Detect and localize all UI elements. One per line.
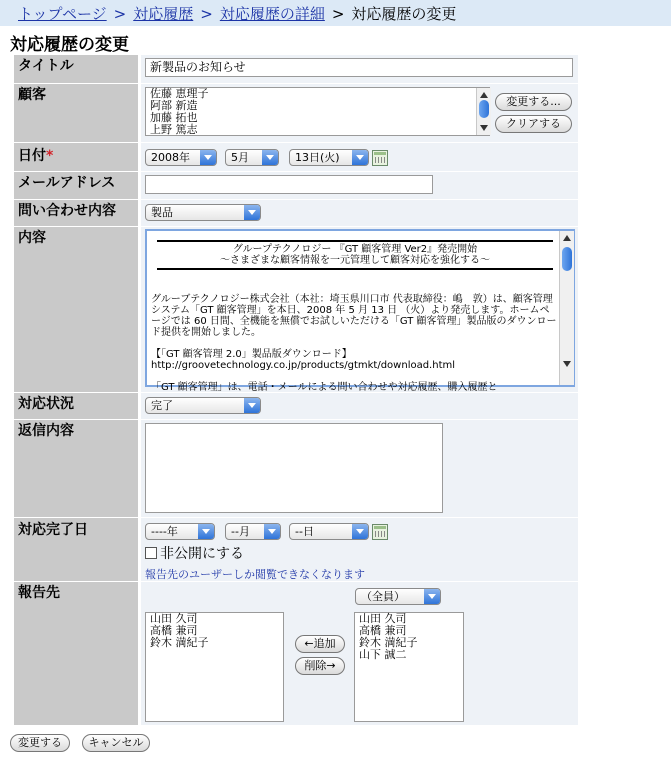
divider <box>157 240 553 242</box>
status-value: 完了 <box>151 399 173 412</box>
content-scrollbar[interactable] <box>559 231 574 385</box>
required-mark: * <box>46 148 54 164</box>
breadcrumb-separator: > <box>331 5 345 23</box>
date-month-select[interactable] <box>225 149 279 166</box>
customer-scrollbar[interactable] <box>476 88 491 135</box>
list-item[interactable]: 佐藤 恵理子 <box>150 87 209 100</box>
scroll-thumb[interactable] <box>479 100 489 118</box>
list-item[interactable]: 山下 誠二 <box>359 648 407 661</box>
scroll-up-icon[interactable] <box>480 92 488 98</box>
complete-year-value: ----年 <box>151 525 178 538</box>
content-heading: グループテクノロジー 『GT 顧客管理 Ver2』発売開始 <box>232 244 478 255</box>
email-input[interactable] <box>145 175 433 194</box>
chevron-down-icon <box>262 150 278 165</box>
spacer <box>151 272 559 294</box>
complete-month-select[interactable] <box>225 523 281 540</box>
content-paragraph: 【「GT 顧客管理 2.0」製品版ダウンロード】 <box>151 349 352 360</box>
report-filter-select[interactable] <box>355 588 441 605</box>
scroll-down-icon[interactable] <box>480 125 488 131</box>
title-label: タイトル <box>14 55 138 83</box>
page-title: 対応履歴の変更 <box>10 35 129 55</box>
report-selected-list[interactable] <box>145 612 284 722</box>
list-item[interactable]: 高橋 兼司 <box>150 624 198 637</box>
customer-list[interactable] <box>145 87 490 136</box>
date-day-select[interactable] <box>289 149 369 166</box>
content-body <box>151 235 559 393</box>
list-item[interactable]: 山田 久司 <box>359 612 407 625</box>
scroll-thumb[interactable] <box>562 247 572 271</box>
title-input[interactable]: 新製品のお知らせ <box>145 58 573 77</box>
complete-day-value: --日 <box>295 525 314 538</box>
date-day-value: 13日(火) <box>295 151 340 164</box>
content-paragraph: グルーブテクノロジー株式会社（本社：埼玉県川口市 代表取締役：嶋 敦）は、顧客管理システム「GT 顧客管理」を本日、2008 年 5 月 13 日 （火）より発売します。ホームページでは 60 日間、全機能を無償でお試しいただける「GT 顧客管理」製品版のダウンロード提供を開始しました。 <box>151 294 557 338</box>
list-item[interactable]: 鈴木 満紀子 <box>359 636 418 649</box>
list-item[interactable]: 山田 久司 <box>150 612 198 625</box>
content-subheading: ～さまざまな顧客情報を一元管理して顧客対応を強化する～ <box>220 255 490 266</box>
private-checkbox[interactable] <box>145 547 157 559</box>
report-candidate-list[interactable] <box>354 612 464 722</box>
cancel-button[interactable]: キャンセル <box>82 734 150 752</box>
private-label[interactable]: 非公開にする <box>160 546 244 562</box>
customer-label: 顧客 <box>14 84 138 142</box>
content-paragraph: 「GT 顧客管理」は、電話・メールによる問い合わせや対応履歴、購入履歴と <box>151 382 498 393</box>
breadcrumb-detail-link[interactable]: 対応履歴の詳細 <box>219 5 325 23</box>
chevron-down-icon <box>352 150 368 165</box>
date-label <box>14 143 138 171</box>
spacer <box>151 371 559 382</box>
breadcrumb-separator: > <box>200 5 213 23</box>
complete-day-select[interactable] <box>289 523 369 540</box>
divider <box>157 268 553 270</box>
chevron-down-icon <box>424 589 440 604</box>
add-report-button[interactable]: ←追加 <box>295 635 345 653</box>
inquiry-value: 製品 <box>151 206 173 219</box>
spacer <box>151 338 559 349</box>
submit-button[interactable]: 変更する <box>10 734 70 752</box>
list-item[interactable]: 阿部 新造 <box>150 99 198 112</box>
chevron-down-icon <box>352 524 368 539</box>
complete-year-select[interactable] <box>145 523 215 540</box>
date-month-value: 5月 <box>231 151 249 164</box>
complete-month-value: --月 <box>231 525 250 538</box>
chevron-down-icon <box>198 524 214 539</box>
calendar-icon[interactable] <box>372 524 388 540</box>
date-label-text: 日付 <box>18 148 46 164</box>
email-label: メールアドレス <box>14 172 138 199</box>
scroll-up-icon[interactable] <box>563 235 571 241</box>
content-url: http://groovetechnology.co.jp/products/gtmkt/download.html <box>151 360 456 371</box>
chevron-down-icon <box>244 205 260 220</box>
clear-customer-button[interactable]: クリアする <box>495 115 572 133</box>
calendar-icon[interactable] <box>372 150 388 166</box>
inquiry-select[interactable] <box>145 204 261 221</box>
reply-label: 返信内容 <box>14 420 138 517</box>
breadcrumb-separator: > <box>113 5 127 23</box>
content-textarea[interactable] <box>145 229 575 393</box>
chevron-down-icon <box>244 398 260 413</box>
date-year-value: 2008年 <box>151 151 190 164</box>
breadcrumb <box>0 0 671 26</box>
report-filter-value: （全員） <box>361 590 405 603</box>
scroll-down-icon[interactable] <box>563 361 571 367</box>
chevron-down-icon <box>200 150 216 165</box>
remove-report-button[interactable]: 削除→ <box>295 657 345 675</box>
complete-date-label: 対応完了日 <box>14 518 138 581</box>
status-select[interactable] <box>145 397 261 414</box>
chevron-down-icon <box>264 524 280 539</box>
breadcrumb-current: 対応履歴の変更 <box>351 5 457 23</box>
report-label: 報告先 <box>14 582 138 725</box>
list-item[interactable]: 高橋 兼司 <box>359 624 407 637</box>
list-item[interactable]: 加藤 拓也 <box>150 111 198 124</box>
reply-textarea[interactable] <box>145 423 443 513</box>
private-note: 報告先のユーザーしか閲覧できなくなります <box>145 568 365 581</box>
change-customer-button[interactable]: 変更する... <box>495 93 572 111</box>
list-item[interactable]: 上野 篤志 <box>150 123 198 136</box>
date-year-select[interactable] <box>145 149 217 166</box>
content-label: 内容 <box>14 227 138 392</box>
list-item[interactable]: 鈴木 満紀子 <box>150 636 209 649</box>
breadcrumb-history-link[interactable]: 対応履歴 <box>133 5 194 23</box>
inquiry-label: 問い合わせ内容 <box>14 200 138 226</box>
status-label: 対応状況 <box>14 393 138 419</box>
breadcrumb-top-link[interactable]: トップページ <box>18 5 107 23</box>
